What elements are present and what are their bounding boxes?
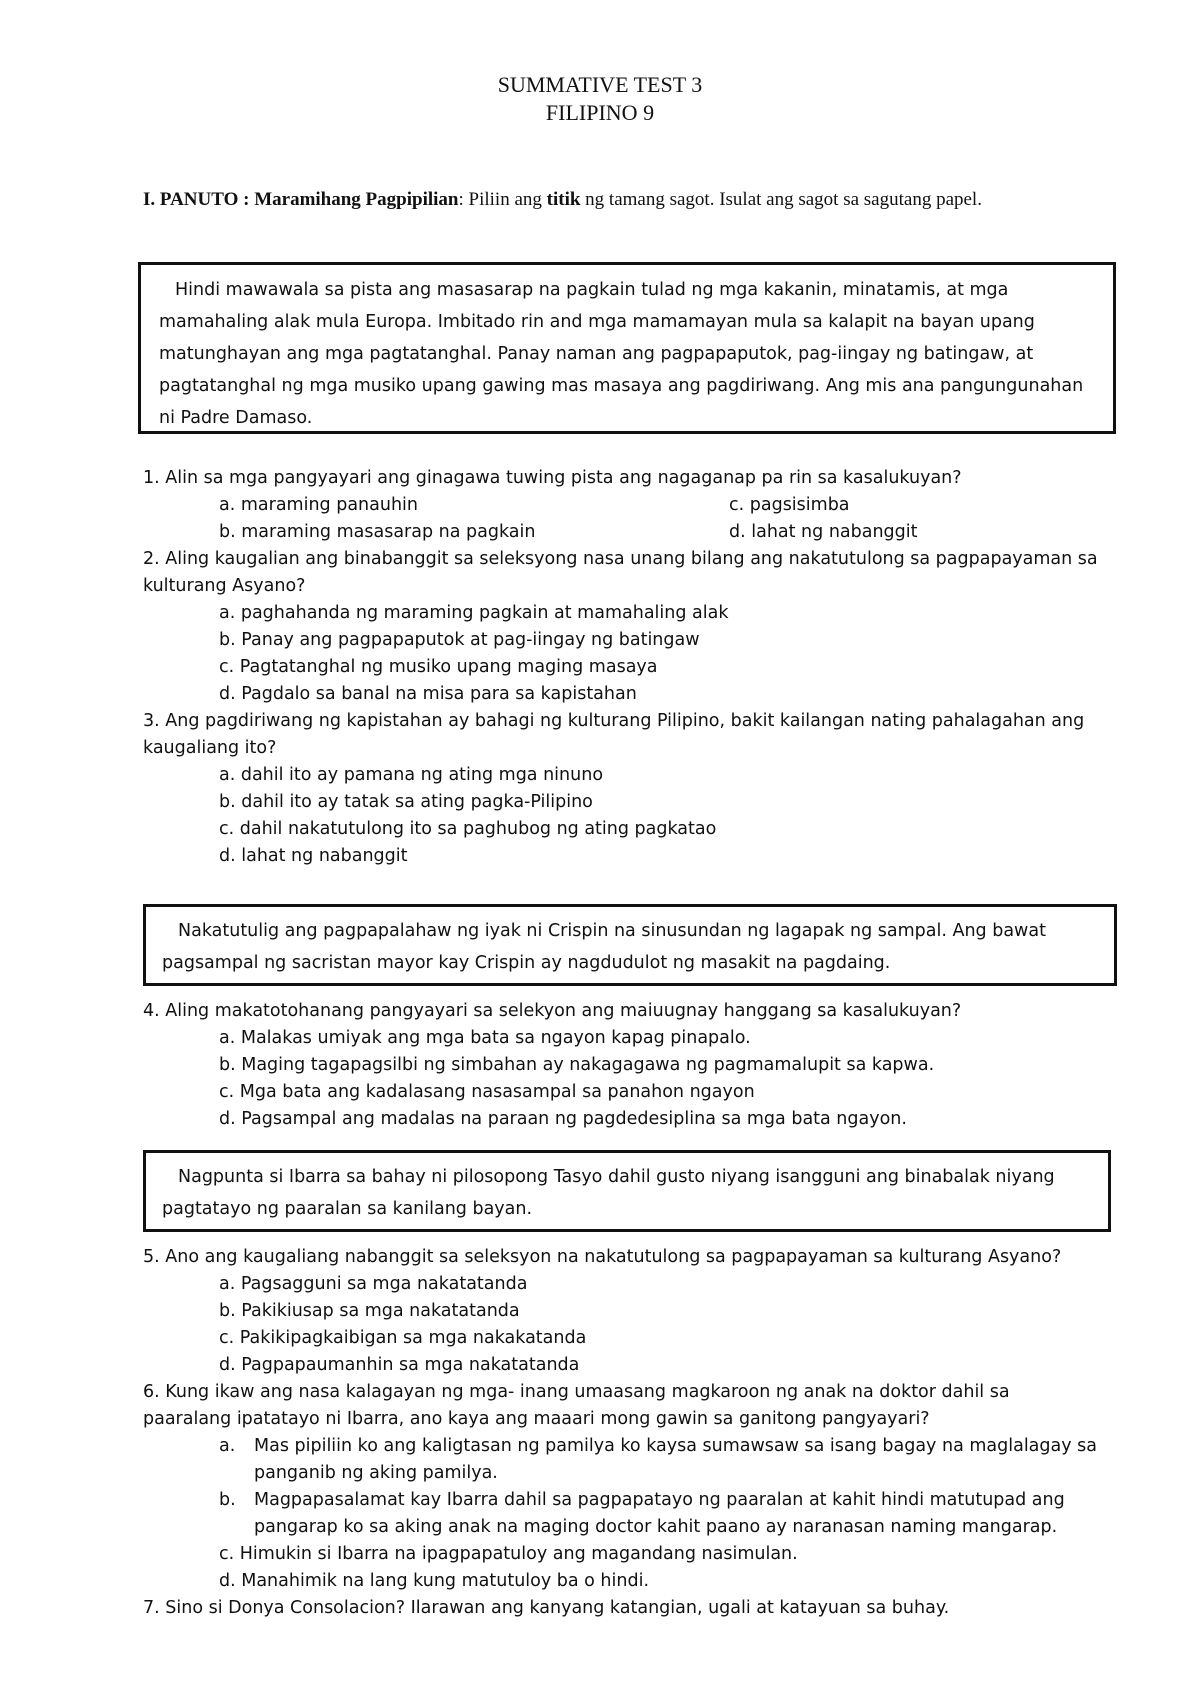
instruction-text-a: : Piliin ang — [458, 189, 542, 210]
q5-option-a: a. Pagsagguni sa mga nakatatanda — [219, 1274, 528, 1294]
q1-option-b: b. maraming masasarap na pagkain — [219, 522, 536, 542]
question-7: 7. Sino si Donya Consolacion? Ilarawan ang kanyang katangian, ugali at katayuan sa buhay. — [143, 1598, 950, 1618]
instruction-bold-word: titik — [546, 189, 581, 210]
q3-option-a: a. dahil ito ay pamana ng ating mga ninuno — [219, 765, 604, 785]
passage-3: Nagpunta si Ibarra sa bahay ni pilosopong Tasyo dahil gusto niyang isangguni ang binabalak niyang pagtatayo ng paaralan sa kanilang bayan. — [162, 1167, 1055, 1219]
q6-option-a: Mas pipiliin ko ang kaligtasan ng pamilya ko kaysa sumawsaw sa isang bagay na maglalagay sa panganib ng aking pamilya. — [254, 1436, 1097, 1483]
question-3: 3. Ang pagdiriwang ng kapistahan ay bahagi ng kulturang Pilipino, bakit kailangan nating pahalagahan ang kaugaliang ito? — [143, 711, 1085, 758]
question-4: 4. Aling makatotohanang pangyayari sa selekyon ang maiuugnay hanggang sa kasalukuyan? — [143, 1001, 962, 1021]
q2-option-c: c. Pagtatanghal ng musiko upang maging masaya — [219, 657, 658, 677]
q5-option-b: b. Pakikiusap sa mga nakatatanda — [219, 1301, 520, 1321]
q4-option-d: d. Pagsampal ang madalas na paraan ng pagdedesiplina sa mga bata ngayon. — [219, 1109, 907, 1129]
passage-box-1 — [138, 262, 1116, 434]
subject-title: FILIPINO 9 — [545, 100, 655, 125]
question-1: 1. Alin sa mga pangyayari ang ginagawa tuwing pista ang nagaganap pa rin sa kasalukuyan? — [143, 468, 962, 488]
instruction-type: Maramihang Pagpipilian — [254, 189, 459, 210]
question-5: 5. Ano ang kaugaliang nabanggit sa seleksyon na nakatutulong sa pagpapayaman sa kulturang Asyano? — [143, 1247, 1062, 1267]
q1-option-c: c. pagsisimba — [729, 495, 850, 515]
question-2: 2. Aling kaugalian ang binabanggit sa seleksyong nasa unang bilang ang nakatutulong sa pagpapayaman sa kulturang Asyano? — [143, 549, 1098, 596]
q4-option-c: c. Mga bata ang kadalasang nasasampal sa panahon ngayon — [219, 1082, 755, 1102]
instruction-label: I. PANUTO : — [143, 189, 250, 210]
q5-option-d: d. Pagpapaumanhin sa mga nakatatanda — [219, 1355, 580, 1375]
q1-option-d: d. lahat ng nabanggit — [729, 522, 918, 542]
q6-option-c: c. Himukin si Ibarra na ipagpapatuloy ang magandang nasimulan. — [219, 1544, 798, 1564]
question-6-text: 6. Kung ikaw ang nasa kalagayan ng mga- inang umaasang magkaroon ng anak na doktor dahil sa paaralang ipatatayo ni Ibarra, ano kaya ang maaari mong gawin sa ganitong pangyayari? — [143, 1382, 1010, 1429]
q5-option-c: c. Pakikipagkaibigan sa mga nakakatanda — [219, 1328, 587, 1348]
q4-option-a: a. Malakas umiyak ang mga bata sa ngayon kapag pinapalo. — [219, 1028, 751, 1048]
q6-option-b: Magpapasalamat kay Ibarra dahil sa pagpapatayo ng paaralan at kahit hindi matutupad ang pangarap ko sa aking anak na maging doctor kahit paano ay naranasan naming mangarap. — [254, 1490, 1065, 1537]
q6-option-b-letter: b. — [219, 1490, 236, 1510]
q1-option-a: a. maraming panauhin — [219, 495, 418, 515]
q3-option-d: d. lahat ng nabanggit — [219, 846, 408, 866]
q2-option-b: b. Panay ang pagpapaputok at pag-iingay ng batingaw — [219, 630, 700, 650]
q2-option-d: d. Pagdalo sa banal na misa para sa kapistahan — [219, 684, 637, 704]
q3-option-c: c. dahil nakatutulong ito sa paghubog ng ating pagkatao — [219, 819, 717, 839]
q6-option-a-letter: a. — [219, 1436, 236, 1456]
q6-option-d: d. Manahimik na lang kung matutuloy ba o hindi. — [219, 1571, 650, 1591]
instruction — [143, 189, 1143, 211]
passage-box-3 — [143, 1150, 1111, 1232]
question-6 — [143, 1379, 1103, 1433]
q4-option-b: b. Maging tagapagsilbi ng simbahan ay nakagagawa ng pagmamalupit sa kapwa. — [219, 1055, 935, 1075]
q3-option-b: b. dahil ito ay tatak sa ating pagka-Pilipino — [219, 792, 593, 812]
instruction-text-b: ng tamang sagot. Isulat ang sagot sa sagutang papel. — [585, 189, 982, 210]
q2-option-a: a. paghahanda ng maraming pagkain at mamahaling alak — [219, 603, 729, 623]
passage-box-2 — [143, 904, 1117, 986]
passage-2: Nakatutulig ang pagpapalahaw ng iyak ni Crispin na sinusundan ng lagapak ng sampal. Ang bawat pagsampal ng sacristan mayor kay Crispin ay nagdudulot ng masakit na pagdaing. — [162, 921, 1046, 973]
test-title: SUMMATIVE TEST 3 — [497, 72, 703, 97]
passage-1: Hindi mawawala sa pista ang masasarap na pagkain tulad ng mga kakanin, minatamis, at mga mamahaling alak mula Europa. Imbitado rin and mga mamamayan mula sa kalapit na bayan upang matunghayan ang mga pagtatanghal. Panay naman ang pagpapaputok, pag-iingay ng batingaw, at pagtatanghal ng mga musiko upang gawing mas masaya ang pagdiriwang. Ang mis ana pangungunahan ni Padre Damaso. — [159, 280, 1084, 428]
